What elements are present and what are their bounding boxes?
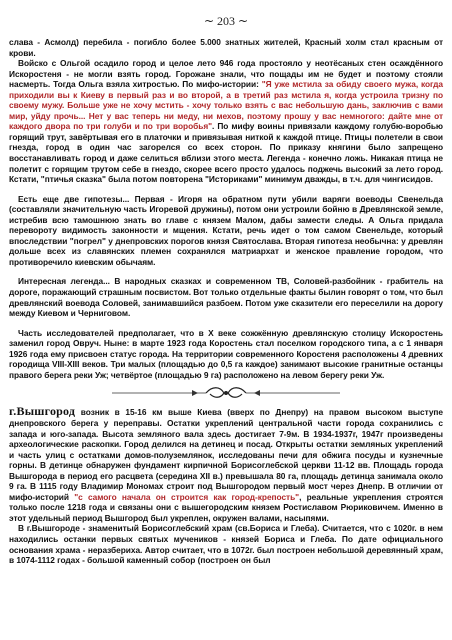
olga-quote: "Я уже мстила за обиду своего мужа, когда приходили вы к Киеву в первый раз и во второй, а в третий раз мстила я, когда устроила тризну по своему мужу. Больше уже не хочу мстить - хочу только взять с вас небольшую дань, заключив с вами мир, уйду прочь... Нет у вас теперь ни меду, ни мехов, поэтому прошу у вас немногого: дайте мне от каждого двора по три голуби и по три воробья" [9, 79, 444, 132]
page-number-tilde-left: ~ [203, 14, 214, 28]
page-number-tilde-right: ~ [238, 14, 249, 28]
paragraph-borisoglebsky-text: В г.Вышгороде - знаменитый Борисоглебский храм (св.Бориса и Глеба). Считается, что с 1020г. в нем находились останки первых святых мучеников - князей Бориса и Глеба. По дате официального основания храма - неразбериха. Автор считает, что в 1072г. был построен небольшой деревянный храм, в 1074-1112 годах - большой каменный собор (построен он был [9, 523, 443, 566]
paragraph-legend [9, 276, 443, 318]
section-after-text: , реальные укрепления строятся только после 1218 года и связаны они с вышегородским князем Ростиславом Рюриковичем. Именно в этот удельный период Вышгород был укреплен, окружен валами, насыпями. [9, 491, 444, 523]
page-number [9, 0, 443, 29]
paragraph-olga-siege-rest: . По мифу воины привязали каждому голубю-воробью горящий трут, завёртывая его в платочки и привязывая ниткой к каждой птице. Птицы полетели в свои гнезда, город в один час загорелся со всех сторон. По приказу княгини было запрещено восстанавливать город и даже селиться вблизи этого места. Легенда - конечно ложь. Никакая птица не полетит с горящим трутом себе в гнездо, скорее всего просто удалось поджечь высокий за лето город. Кстати, "птичья сказка" была потом повторена "Историками" минимум дважды, в т.ч. для чингисидов. [9, 121, 443, 185]
paragraph-gap [9, 319, 443, 328]
section-title-prefix: г. [9, 404, 17, 419]
section-title: Вышгород [16, 404, 76, 419]
paragraph-olga-siege-intro: Войско с Ольгой осадило город и целое лето 946 года простояло у неотёсаных стен осаждённого Искоростеня - не могли взять город. Горожане знали, что пощады им не будет и поэтому стояли насмерть. Тогда Ольга взяла хитростью. По мифо-истории: [9, 58, 443, 90]
paragraph-legend-text: Интересная легенда... В народных сказках и современном ТВ, Соловей-разбойник - грабитель на дороге, поражающий страшным посвистом. Вот только отдельные факты былин говорят о том, что был древлянский воевода Соловей, занимавшийся разбоем. Потом уже сказители его переселили на дорогу между Киевом и Черниговом. [9, 276, 443, 319]
paragraph-continuation [9, 37, 443, 58]
section-vyshgorod [9, 406, 443, 523]
paragraph-korosten-text: Часть исследователей предполагает, что в X веке сожжённую древлянскую столицу Искоростень заменил город Овруч. Ныне: в марте 1923 года Коростень стал поселком городского типа, а с 1 января 1926 года ему присвоен статус города. На территории современного Коростеня расположены 4 древних городища VIII-XIII веков. Три малых (площадью до 0,5 га каждое) занимают высокие гранитные останцы правого берега реки Уж; четвёртое (площадью 9 га) расположено на левом берегу реки Уж. [9, 327, 443, 380]
paragraph-korosten [9, 328, 443, 381]
paragraph-gap [9, 185, 443, 194]
paragraph-borisoglebsky [9, 523, 443, 565]
paragraph-hypotheses [9, 194, 443, 268]
paragraph-continuation-text: слава - Асмолд) перебила - погибло более 5.000 знатных жителей, Красный холм стал красным от крови. [9, 37, 443, 58]
ornament-icon [106, 384, 346, 402]
page-number-value: 203 [217, 14, 235, 28]
paragraph-gap [9, 267, 443, 276]
paragraph-olga-siege [9, 58, 443, 185]
paragraph-hypotheses-text: Есть еще две гипотезы... Первая - Игоря на обратном пути убили варяги воеводы Свенельда (составляли значительную часть Игоревой дружины), потом они устроили бойню в Древлянской земле, истребив всю тамошнюю знать во главе с князем Малом, дабы замести следы. А Ольга придала перевороту видимость законности и мщения. Кстати, речь идет о том самом Свенельде, который впоследствии "погрел" у днепровских порогов князя Святослава. Вторая гипотеза необычна: у древлян дольше всех из славянских племен сохранялся матриархат и женское правление городом, что противоречило киевским обычаям. [9, 193, 443, 267]
ornamental-divider [9, 384, 443, 402]
vyshgorod-quote: "с самого начала он строится как город-крепость" [74, 491, 300, 502]
section-intro-text: возник в 15-16 км выше Киева (вверх по Днепру) на правом высоком выступе днепровского берега у переправы. Остатки укреплений центральной части города сохранились с запада и юго-запада. Высота земляного вала здесь достигает 7-9м. В 1934-1937г, 1947г произведены археологические раскопки. Город делился на детинец и посад. Открыты остатки земляных укреплений и часть улиц с остатками домов-полуземлянок, исследованы печи для обжига посуды и кузнечные горны. В детинце обнаружен фундамент кирпичной Борисоглебской церкви 11-12 вв. Площадь города Вышгорода в период его расцвета (середина XII в.) превышала 80 га, площадь детинца занимала около 9 га. В 1115 году Владимир Мономах строит под Вышгородом первый мост через Днепр. В отличии от мифо-историй [9, 407, 443, 502]
